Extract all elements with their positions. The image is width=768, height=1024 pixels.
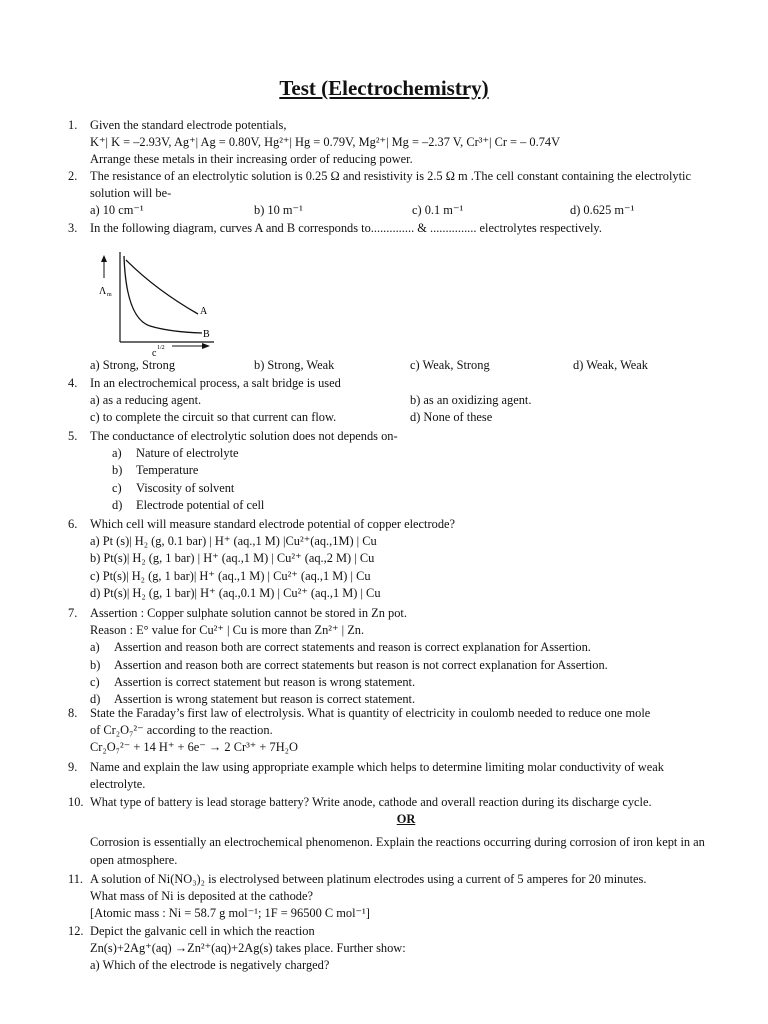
question-instruction: Arrange these metals in their increasing order of reducing power. — [90, 152, 413, 167]
question-5 — [68, 428, 722, 514]
reaction-equation: Cr₂O₇²⁻ + 14 H⁺ + 6e⁻ → 2 Cr³⁺ + 7H₂O — [90, 740, 298, 755]
option-b: b) as an oxidizing agent. — [410, 393, 532, 408]
question-text-cont: What mass of Ni is deposited at the cathode? — [90, 889, 313, 904]
sub-question-a: a) Which of the electrode is negatively charged? — [90, 958, 330, 973]
option-marker: a) — [90, 640, 100, 655]
x-axis-superscript: 1/2 — [157, 345, 165, 351]
curve-b-label: B — [203, 329, 210, 340]
option-d: d) 0.625 m⁻¹ — [570, 203, 635, 218]
question-6 — [68, 516, 722, 602]
question-10 — [68, 794, 722, 869]
option-marker: a) — [112, 446, 122, 461]
question-3 — [68, 220, 722, 237]
option-c: c) Pt(s)| H₂ (g, 1 bar)| H⁺ (aq.,1 M) | Cu²⁺ (aq.,1 M) | Cu — [90, 568, 371, 583]
option-marker: d) — [112, 497, 123, 512]
list-item — [112, 462, 722, 479]
y-axis-subscript: m — [107, 292, 112, 298]
question-text: State the Faraday’s first law of electrolysis. What is quantity of electricity in coulomb needed to reduce one mole — [90, 706, 651, 720]
option-c: c) 0.1 m⁻¹ — [412, 203, 464, 218]
question-11 — [68, 871, 722, 923]
option-text: Electrode potential of cell — [136, 497, 265, 512]
reaction-equation: Zn(s)+2Ag⁺(aq) →Zn²⁺(aq)+2Ag(s) takes place. Further show: — [90, 941, 406, 956]
list-item — [90, 639, 722, 656]
question-text: Which cell will measure standard electrode potential of copper electrode? — [90, 517, 456, 531]
x-axis-label: c — [152, 348, 157, 359]
list-item — [90, 674, 722, 691]
question-number: 2. — [68, 169, 78, 183]
option-c: c) to complete the circuit so that current can flow. — [90, 410, 337, 425]
y-axis-label: Λ — [99, 286, 107, 297]
question-8 — [68, 705, 722, 757]
option-text: Assertion and reason both are correct statements but reason is not correct explanation for Assertion. — [114, 657, 608, 672]
option-marker: c) — [112, 480, 122, 495]
option-marker: d) — [90, 691, 101, 706]
question-number: 3. — [68, 221, 78, 235]
question-2 — [68, 168, 722, 220]
option-marker: b) — [112, 463, 123, 478]
y-arrowhead — [101, 255, 107, 262]
option-text: Assertion is correct statement but reason is wrong statement. — [114, 674, 416, 689]
question-text: The conductance of electrolytic solution does not depends on- — [90, 429, 398, 443]
option-list — [90, 639, 722, 708]
list-item — [112, 445, 722, 462]
question-4 — [68, 375, 722, 427]
question-9 — [68, 759, 722, 793]
option-d: d) Weak, Weak — [573, 358, 648, 372]
option-a: a) Pt (s)| H₂ (g, 0.1 bar) | H⁺ (aq.,1 M) |Cu²⁺(aq.,1M) | Cu — [90, 534, 377, 549]
curve-a — [126, 260, 198, 314]
option-text: Assertion and reason both are correct statements and reason is correct explanation for Assertion. — [114, 640, 591, 655]
x-arrowhead — [202, 343, 210, 349]
question-number: 12. — [68, 924, 84, 938]
given-data: [Atomic mass : Ni = 58.7 g mol⁻¹; 1F = 96500 C mol⁻¹] — [90, 906, 370, 921]
question-number: 1. — [68, 118, 78, 132]
curve-b — [124, 256, 202, 333]
list-item — [112, 480, 722, 497]
question-number: 6. — [68, 517, 78, 531]
question-number: 8. — [68, 706, 78, 720]
option-b: b) 10 m⁻¹ — [254, 203, 303, 218]
list-item — [90, 657, 722, 674]
option-marker: b) — [90, 657, 101, 672]
list-item — [112, 497, 722, 514]
question-number: 10. — [68, 795, 84, 809]
conductivity-diagram — [90, 248, 230, 360]
or-separator: OR — [396, 812, 416, 827]
question-text: Depict the galvanic cell in which the reaction — [90, 924, 315, 938]
question-text: The resistance of an electrolytic solution is 0.25 Ω and resistivity is 2.5 Ω m .The cell constant containing the electrolytic solution will be- — [90, 169, 691, 201]
option-text: Viscosity of solvent — [136, 480, 235, 495]
question-text: Given the standard electrode potentials, — [90, 118, 287, 132]
option-text: Nature of electrolyte — [136, 446, 239, 461]
option-d: d) Pt(s)| H₂ (g, 1 bar)| H⁺ (aq.,0.1 M) | Cu²⁺ (aq.,1 M) | Cu — [90, 585, 381, 600]
option-a: a) as a reducing agent. — [90, 393, 202, 408]
option-text: Assertion is wrong statement but reason is correct statement. — [114, 691, 416, 706]
question-text: What type of battery is lead storage battery? Write anode, cathode and overall reaction during its discharge cycle. — [90, 795, 652, 809]
option-a: a) Strong, Strong — [90, 358, 176, 372]
question-1 — [68, 117, 722, 169]
reason-text: Reason : E° value for Cu²⁺ | Cu is more than Zn²⁺ | Zn. — [90, 623, 365, 638]
alternate-question-text: Corrosion is essentially an electrochemical phenomenon. Explain the reactions occurring during corrosion of iron kept in an open atmosphere. — [90, 835, 705, 867]
question-number: 11. — [68, 872, 84, 886]
question-number: 4. — [68, 376, 78, 390]
option-d: d) None of these — [410, 410, 493, 425]
question-number: 9. — [68, 760, 78, 774]
question-text: In an electrochemical process, a salt bridge is used — [90, 376, 341, 390]
option-c: c) Weak, Strong — [410, 358, 490, 372]
question-text: In the following diagram, curves A and B corresponds to.............. & ............... electrolytes respectively. — [90, 221, 602, 235]
electrode-potentials: K⁺| K = –2.93V, Ag⁺| Ag = 0.80V, Hg²⁺| Hg = 0.79V, Mg²⁺| Mg = –2.37 V, Cr³⁺| Cr = – 0.74V — [90, 135, 561, 150]
option-text: Temperature — [136, 463, 199, 478]
option-a: a) 10 cm⁻¹ — [90, 203, 144, 218]
question-text-cont: of Cr₂O₇²⁻ according to the reaction. — [90, 723, 273, 738]
question-7 — [68, 605, 722, 708]
option-b: b) Pt(s)| H₂ (g, 1 bar) | H⁺ (aq.,1 M) | Cu²⁺ (aq.,2 M) | Cu — [90, 551, 375, 566]
curve-a-label: A — [200, 306, 208, 317]
question-text: Name and explain the law using appropriate example which helps to determine limiting molar conductivity of weak electrolyte. — [90, 760, 664, 792]
option-marker: c) — [90, 674, 100, 689]
option-b: b) Strong, Weak — [254, 358, 335, 372]
question-3-options — [68, 357, 722, 374]
assertion-text: Assertion : Copper sulphate solution cannot be stored in Zn pot. — [90, 606, 407, 620]
option-list — [112, 445, 722, 514]
question-12 — [68, 923, 722, 975]
question-number: 5. — [68, 429, 78, 443]
question-number: 7. — [68, 606, 78, 620]
page-title: Test (Electrochemistry) — [279, 76, 489, 100]
question-text: A solution of Ni(NO₃)₂ is electrolysed between platinum electrodes using a current of 5 amperes for 20 minutes. — [90, 872, 647, 886]
